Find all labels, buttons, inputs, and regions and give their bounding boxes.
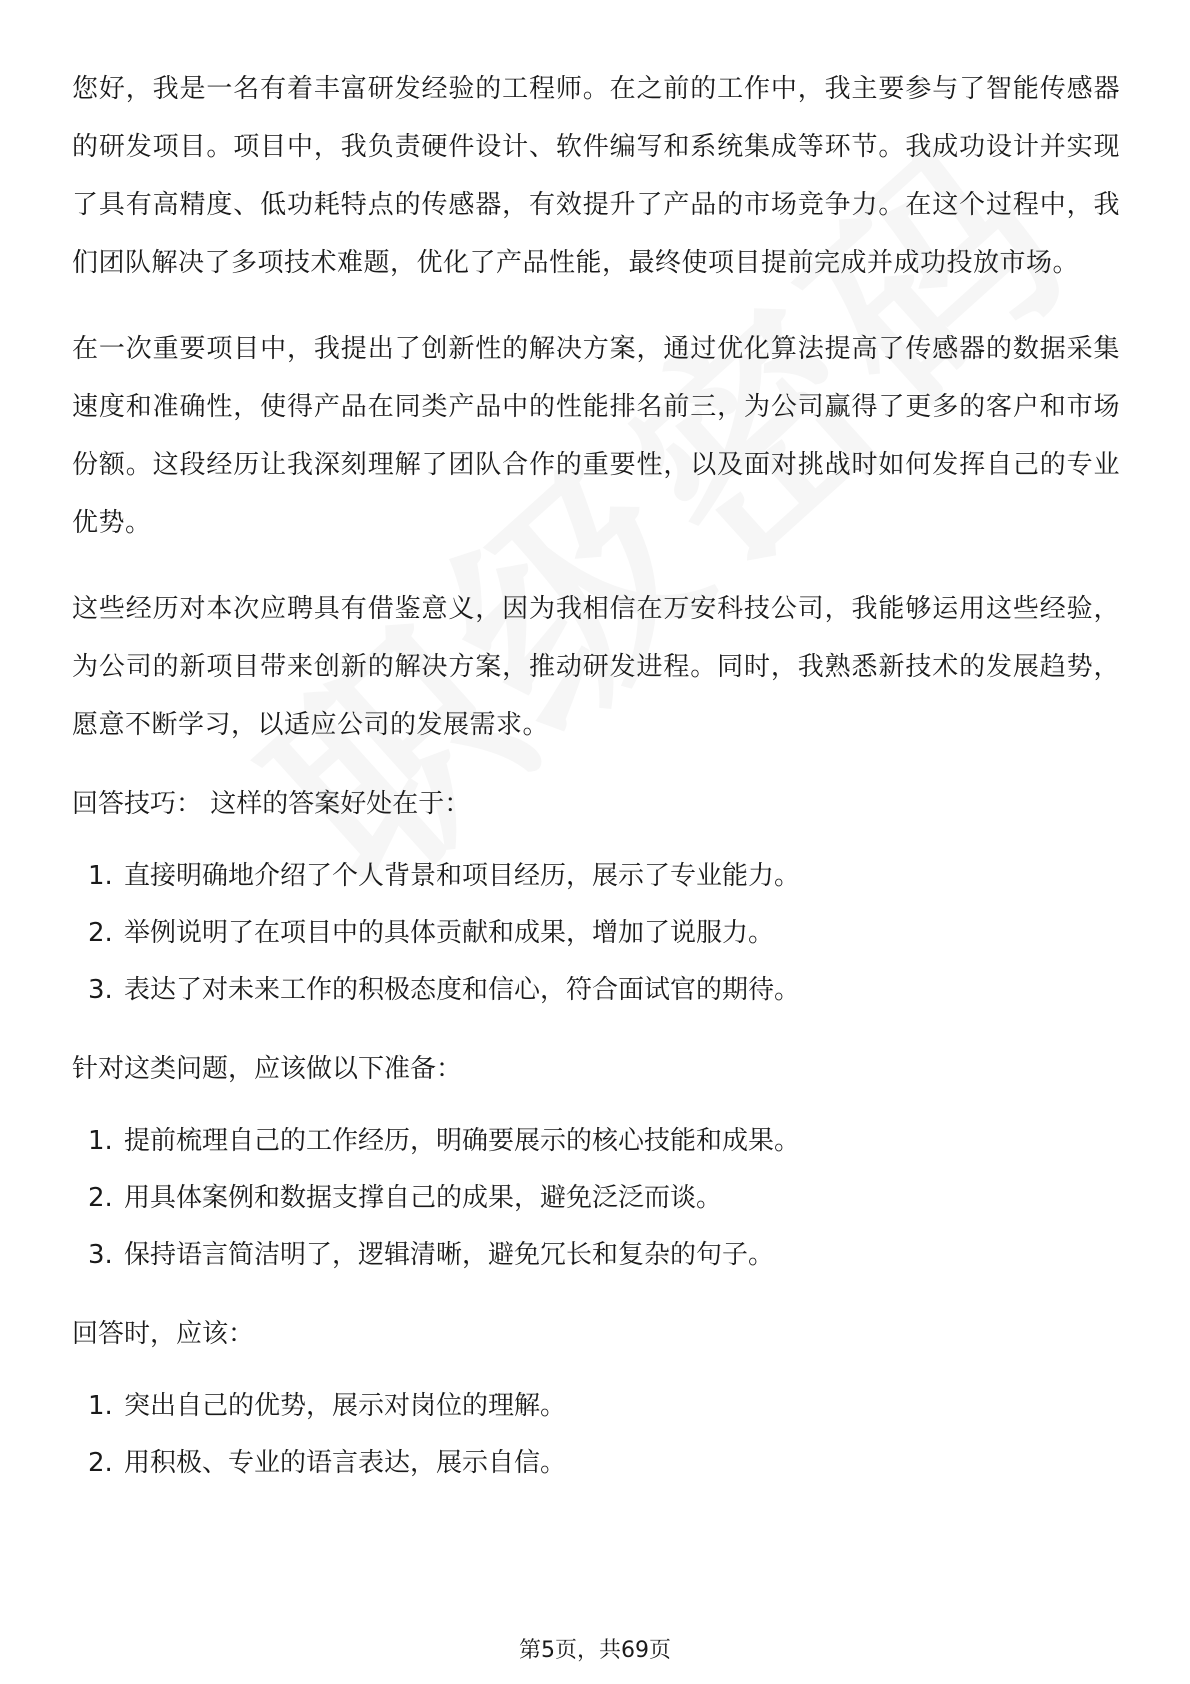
list-item <box>72 1227 1120 1284</box>
list-item-number: 1. <box>88 1391 113 1421</box>
list-item <box>72 1113 1120 1170</box>
list-item-text: 表达了对未来工作的积极态度和信心，符合面试官的期待。 <box>124 975 801 1005</box>
list-item-number: 3. <box>88 975 113 1005</box>
list-item-text: 用积极、专业的语言表达，展示自信。 <box>124 1448 567 1478</box>
list-item-number: 1. <box>88 861 113 891</box>
list-item-text: 保持语言简洁明了，逻辑清晰，避免冗长和复杂的句子。 <box>124 1240 775 1270</box>
list-item-number: 1. <box>88 1126 113 1156</box>
list-item <box>72 905 1120 962</box>
page-footer: 第5页，共69页 <box>519 1638 671 1663</box>
answer-list <box>72 1378 1120 1492</box>
tips-list <box>72 848 1120 1019</box>
list-item <box>72 1378 1120 1435</box>
list-item-number: 3. <box>88 1240 113 1270</box>
paragraph-project: 在一次重要项目中，我提出了创新性的解决方案，通过优化算法提高了传感器的数据采集速度和准确性，使得产品在同类产品中的性能排名前三，为公司赢得了更多的客户和市场份额。这段经历让我深刻理解了团队合作的重要性，以及面对挑战时如何发挥自己的专业优势。 <box>72 334 1120 538</box>
list-item-number: 2. <box>88 918 113 948</box>
list-item-number: 2. <box>88 1183 113 1213</box>
list-item-number: 2. <box>88 1448 113 1478</box>
list-item-text: 突出自己的优势，展示对岗位的理解。 <box>124 1391 567 1421</box>
list-item <box>72 1435 1120 1492</box>
list-item <box>72 962 1120 1019</box>
answer-heading: 回答时，应该： <box>72 1319 255 1349</box>
tips-heading: 回答技巧： 这样的答案好处在于： <box>72 789 471 819</box>
list-item-text: 直接明确地介绍了个人背景和项目经历，展示了专业能力。 <box>124 861 801 891</box>
prep-list <box>72 1113 1120 1284</box>
paragraph-relevance: 这些经历对本次应聘具有借鉴意义，因为我相信在万安科技公司，我能够运用这些经验，为公司的新项目带来创新的解决方案，推动研发进程。同时，我熟悉新技术的发展趋势，愿意不断学习，以适应公司的发展需求。 <box>72 594 1120 740</box>
list-item-text: 提前梳理自己的工作经历，明确要展示的核心技能和成果。 <box>124 1126 801 1156</box>
list-item-text: 用具体案例和数据支撑自己的成果，避免泛泛而谈。 <box>124 1183 723 1213</box>
prep-heading: 针对这类问题，应该做以下准备： <box>72 1054 463 1084</box>
list-item <box>72 1170 1120 1227</box>
list-item <box>72 848 1120 905</box>
document-body <box>72 60 1120 1492</box>
paragraph-intro: 您好，我是一名有着丰富研发经验的工程师。在之前的工作中，我主要参与了智能传感器的研发项目。项目中，我负责硬件设计、软件编写和系统集成等环节。我成功设计并实现了具有高精度、低功耗特点的传感器，有效提升了产品的市场竞争力。在这个过程中，我们团队解决了多项技术难题，优化了产品性能，最终使项目提前完成并成功投放市场。 <box>72 74 1120 278</box>
list-item-text: 举例说明了在项目中的具体贡献和成果，增加了说服力。 <box>124 918 775 948</box>
